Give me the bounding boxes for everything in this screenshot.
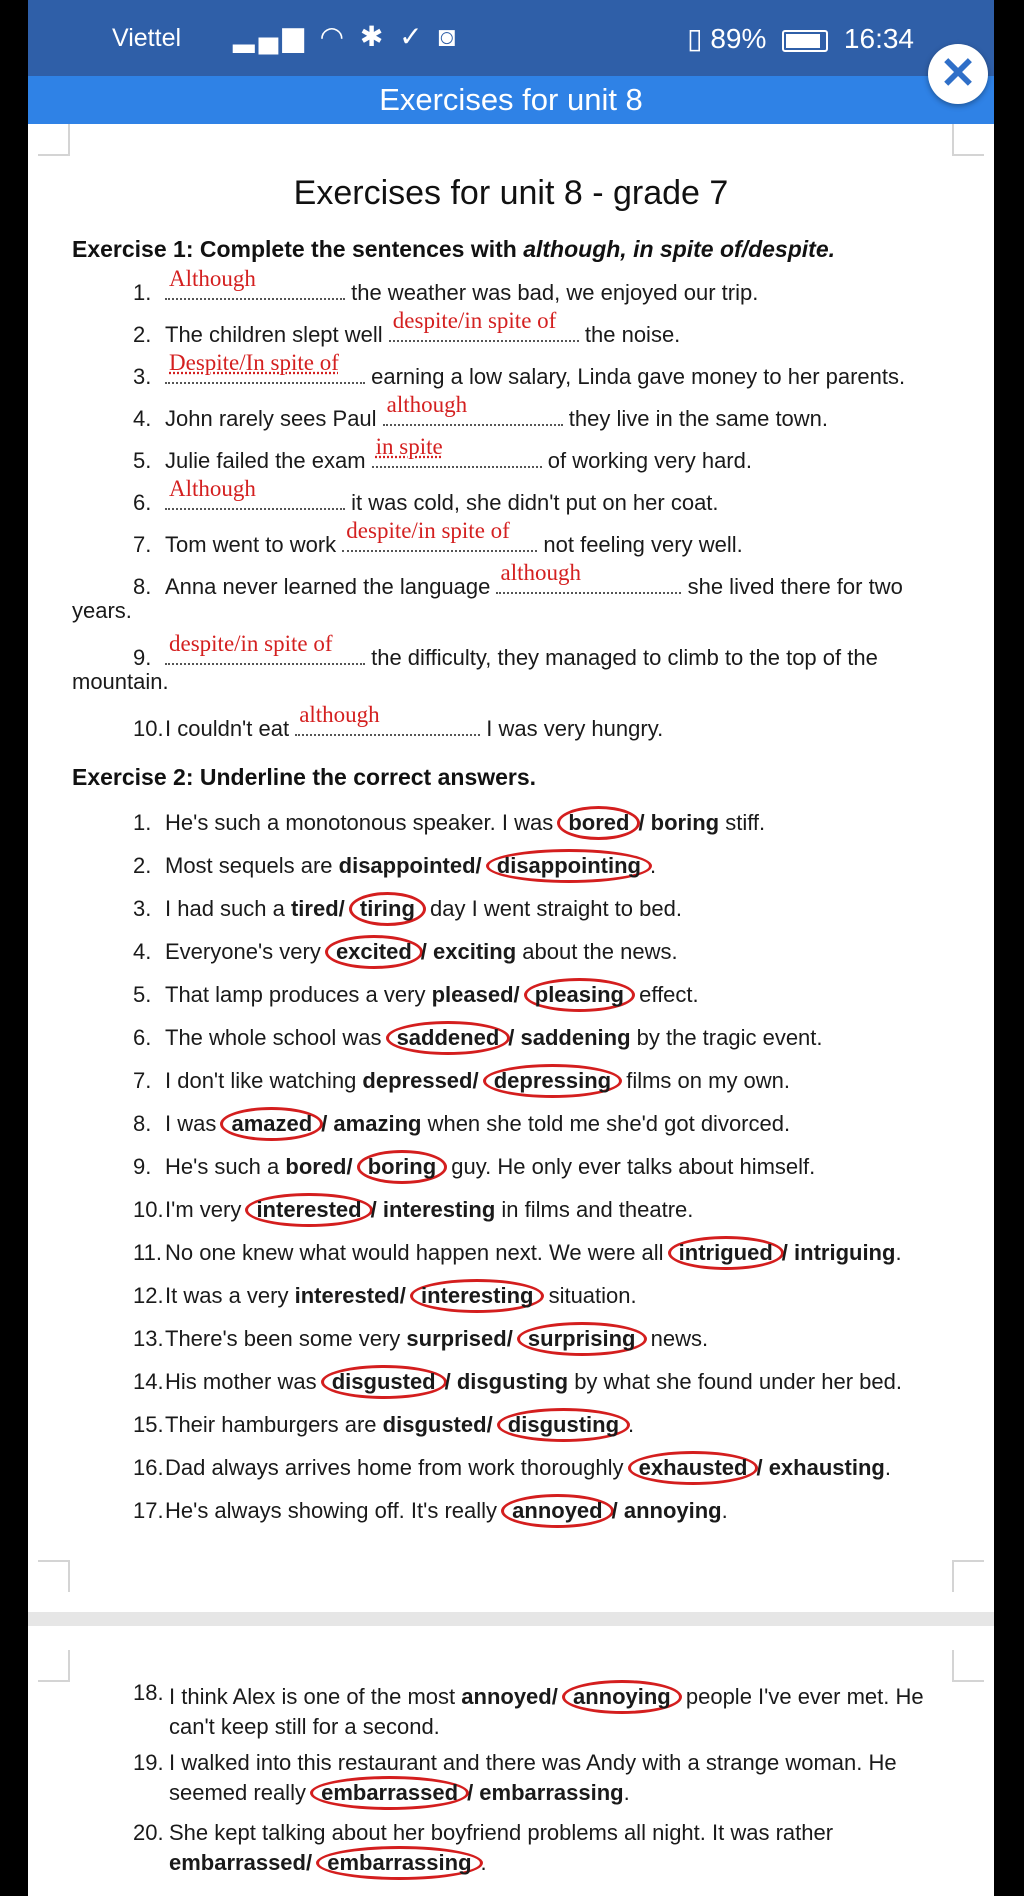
- option-separator: /: [756, 1455, 769, 1480]
- item-text: when she told me she'd got divorced.: [421, 1111, 791, 1136]
- option-a: saddened: [386, 1021, 511, 1055]
- answer-blank: [165, 476, 345, 510]
- exercise-1-item: [72, 702, 954, 742]
- handwritten-answer: although: [500, 560, 581, 585]
- item-text: of working very hard.: [541, 448, 752, 473]
- item-number: 6.: [133, 490, 152, 515]
- item-number: 5.: [133, 982, 152, 1007]
- item-text: effect.: [633, 982, 699, 1007]
- item-text-block: [169, 1820, 954, 1880]
- item-number: 17.: [133, 1498, 164, 1523]
- item-text: John rarely sees Paul: [165, 406, 383, 431]
- item-number: 8.: [133, 574, 152, 599]
- option-separator: /: [420, 939, 433, 964]
- option-a: surprised: [406, 1326, 507, 1351]
- option-a: annoyed: [501, 1494, 613, 1528]
- exercise-2-item: [72, 1064, 954, 1098]
- item-text: Their hamburgers are: [165, 1412, 383, 1437]
- option-b: annoying: [623, 1498, 722, 1523]
- item-number: 3.: [133, 896, 152, 921]
- page-corner-mark: [38, 1560, 70, 1592]
- item-text: by what she found under her bed.: [568, 1369, 902, 1394]
- item-text: I'm very: [165, 1197, 248, 1222]
- exercise-1-item: [72, 631, 954, 671]
- item-number: 8.: [133, 1111, 152, 1136]
- close-button[interactable]: [928, 44, 988, 104]
- option-separator: /: [346, 1154, 359, 1179]
- option-a: disgusted: [321, 1365, 447, 1399]
- exercise-2-item: [72, 1279, 954, 1313]
- option-b: interesting: [382, 1197, 496, 1222]
- item-text: situation.: [542, 1283, 637, 1308]
- page-corner-mark: [38, 124, 70, 156]
- option-separator: /: [486, 1412, 499, 1437]
- answer-blank: [165, 350, 365, 384]
- option-b: saddening: [520, 1025, 631, 1050]
- option-a: bored: [557, 806, 640, 840]
- document-title: Exercises for unit 8 - grade 7: [293, 174, 729, 212]
- option-a: disgusted: [382, 1412, 487, 1437]
- item-number: 13.: [133, 1326, 164, 1351]
- option-a: disappointed: [338, 853, 476, 878]
- option-separator: /: [781, 1240, 795, 1265]
- option-a: embarrassed: [310, 1776, 469, 1810]
- item-text: films on my own.: [620, 1068, 791, 1093]
- exercise-1-item: [72, 392, 954, 432]
- option-b: embarrassing: [316, 1846, 482, 1880]
- option-b: boring: [357, 1150, 447, 1184]
- item-text: by the tragic event.: [630, 1025, 823, 1050]
- item-text: I walked into this restaurant and there was Andy with a strange woman. He seemed really: [169, 1750, 897, 1805]
- option-a: interested: [245, 1193, 372, 1227]
- document-page-1[interactable]: [28, 124, 994, 1612]
- item-text: I had such a: [165, 896, 291, 921]
- item-text: the weather was bad, we enjoyed our trip.: [345, 280, 759, 305]
- page-corner-mark: [952, 1560, 984, 1592]
- page-separator: [28, 1612, 994, 1626]
- option-b: exhausting: [768, 1455, 885, 1480]
- exercise-2-item: [72, 1236, 954, 1270]
- option-separator: /: [444, 1369, 457, 1394]
- exercise-2-item: [72, 1322, 954, 1356]
- item-text: .: [623, 1780, 630, 1805]
- option-b: interesting: [410, 1279, 544, 1313]
- item-number: 4.: [133, 406, 152, 431]
- option-b: disgusting: [456, 1369, 569, 1394]
- item-text: I was very hungry.: [480, 716, 664, 741]
- answer-blank: [342, 518, 537, 552]
- exercise-2-item: [72, 935, 954, 969]
- option-separator: /: [508, 1025, 521, 1050]
- viewer-title: Exercises for unit 8: [379, 82, 643, 117]
- option-separator: /: [551, 1684, 564, 1709]
- item-text: Anna never learned the language: [165, 574, 497, 599]
- option-separator: /: [513, 982, 526, 1007]
- item-continuation: years.: [72, 598, 132, 623]
- item-number: 14.: [133, 1369, 164, 1394]
- item-text: I don't like watching: [165, 1068, 363, 1093]
- option-b: amazing: [333, 1111, 422, 1136]
- item-text: Tom went to work: [165, 532, 343, 557]
- handwritten-answer: Despite/In spite of: [169, 350, 339, 375]
- page-corner-mark: [38, 1650, 70, 1682]
- page-corner-mark: [952, 124, 984, 156]
- item-text: stiff.: [719, 810, 766, 835]
- item-number: 1.: [133, 280, 152, 305]
- viewer-title-bar: [28, 76, 994, 124]
- battery-percent: 89%: [710, 23, 767, 54]
- exercise-1-item: [72, 266, 954, 306]
- item-number: 3.: [133, 364, 152, 389]
- signal-wifi-bluetooth-icons: ▂▄▆ ◠ ✱ ✓ ◙: [233, 21, 460, 52]
- handwritten-answer: in spite: [375, 434, 443, 459]
- option-separator: /: [338, 896, 351, 921]
- option-b: disappointing: [486, 849, 652, 883]
- item-number: 20.: [133, 1820, 164, 1845]
- option-b: pleasing: [524, 978, 635, 1012]
- item-text: His mother was: [165, 1369, 323, 1394]
- option-separator: /: [370, 1197, 383, 1222]
- option-separator: /: [467, 1780, 480, 1805]
- answer-blank: [372, 434, 542, 468]
- item-number: 2.: [133, 853, 152, 878]
- exercise-2-item: [72, 806, 954, 840]
- item-text: people I've ever met. He can't keep still for a second.: [169, 1684, 924, 1739]
- option-separator: /: [475, 853, 488, 878]
- item-text: It was a very: [165, 1283, 295, 1308]
- item-text: the difficulty, they managed to climb to the top of the: [365, 645, 878, 670]
- item-number: 5.: [133, 448, 152, 473]
- exercise-1-item: [72, 560, 954, 600]
- option-separator: /: [611, 1498, 624, 1523]
- item-number: 4.: [133, 939, 152, 964]
- item-text: He's such a: [165, 1154, 286, 1179]
- handwritten-answer: despite/in spite of: [346, 518, 510, 543]
- item-number: 6.: [133, 1025, 152, 1050]
- item-text: she lived there for two: [681, 574, 903, 599]
- option-a: interested: [294, 1283, 400, 1308]
- item-text-block: [169, 1750, 954, 1810]
- item-number: 10.: [133, 716, 164, 741]
- exercise-2-item: [72, 892, 954, 926]
- item-text-block: [169, 1680, 954, 1740]
- answer-blank: [383, 392, 563, 426]
- exercise-1-heading: [72, 236, 835, 263]
- exercise-2-item: [72, 1193, 954, 1227]
- item-text: That lamp produces a very: [165, 982, 432, 1007]
- item-number: 16.: [133, 1455, 164, 1480]
- exercise-2-item: [72, 1494, 954, 1528]
- status-bar: [28, 0, 994, 76]
- item-number: 9.: [133, 1154, 152, 1179]
- option-separator: /: [638, 810, 651, 835]
- option-a: exhausted: [628, 1451, 759, 1485]
- handwritten-answer: although: [299, 702, 380, 727]
- battery-icon: [782, 30, 828, 52]
- item-text: day I went straight to bed.: [423, 896, 682, 921]
- exercise-1-item: [72, 434, 954, 474]
- exercise-2-item: [72, 1021, 954, 1055]
- item-text: the noise.: [578, 322, 681, 347]
- option-a: excited: [325, 935, 423, 969]
- exercise-2-item: [72, 1408, 954, 1442]
- handwritten-answer: Although: [169, 476, 256, 501]
- item-text: He's such a monotonous speaker. I was: [165, 810, 560, 835]
- option-b: exciting: [433, 939, 517, 964]
- exercise-2-item: [133, 1750, 954, 1810]
- item-text: I think Alex is one of the most: [169, 1684, 462, 1709]
- option-a: pleased: [431, 982, 514, 1007]
- item-text: .: [628, 1412, 635, 1437]
- item-text: .: [721, 1498, 728, 1523]
- item-text: No one knew what would happen next. We were all: [165, 1240, 670, 1265]
- exercise-1-heading-text: Exercise 1: Complete the sentences with: [72, 236, 524, 262]
- exercise-1-item: [72, 518, 954, 558]
- answer-blank: [165, 631, 365, 665]
- item-continuation: mountain.: [72, 669, 169, 694]
- option-a: amazed: [220, 1107, 323, 1141]
- item-text: Everyone's very: [165, 939, 327, 964]
- item-number: 18.: [133, 1680, 164, 1705]
- exercise-2-item: [72, 1150, 954, 1184]
- option-b: annoying: [562, 1680, 682, 1714]
- option-a: intrigued: [668, 1236, 784, 1270]
- page-corner-mark: [952, 1650, 984, 1682]
- exercise-1-heading-keywords: although, in spite of/despite.: [523, 236, 835, 262]
- document-page-2[interactable]: [28, 1626, 994, 1896]
- option-b: embarrassing: [479, 1780, 624, 1805]
- exercise-1-item: [72, 308, 954, 348]
- item-text: not feeling very well.: [537, 532, 743, 557]
- answer-blank: [389, 308, 579, 342]
- exercise-2-item: [72, 978, 954, 1012]
- item-number: 7.: [133, 1068, 152, 1093]
- item-text: in films and theatre.: [495, 1197, 694, 1222]
- option-a: annoyed: [461, 1684, 552, 1709]
- item-number: 11.: [133, 1240, 162, 1265]
- item-text: guy. He only ever talks about himself.: [445, 1154, 816, 1179]
- vibrate-icon: ▯: [687, 23, 703, 54]
- exercise-2-item: [72, 1451, 954, 1485]
- option-separator: /: [305, 1850, 319, 1875]
- item-text: He's always showing off. It's really: [165, 1498, 504, 1523]
- item-text: .: [480, 1850, 487, 1875]
- item-text: they live in the same town.: [562, 406, 829, 431]
- item-text: .: [649, 853, 657, 878]
- item-number: 9.: [133, 645, 152, 670]
- item-number: 15.: [133, 1412, 164, 1437]
- option-b: tiring: [349, 892, 426, 926]
- handwritten-answer: Although: [169, 266, 256, 291]
- item-text: There's been some very: [165, 1326, 407, 1351]
- item-number: 10.: [133, 1197, 164, 1222]
- close-icon: ✕: [939, 49, 977, 98]
- option-separator: /: [472, 1068, 485, 1093]
- answer-blank: [295, 702, 480, 736]
- exercise-2-item: [72, 849, 954, 883]
- exercise-2-item: [72, 1365, 954, 1399]
- exercise-1-item: [72, 476, 954, 516]
- exercise-2-item: [133, 1680, 954, 1740]
- option-a: tired: [290, 896, 339, 921]
- item-text: The whole school was: [165, 1025, 388, 1050]
- item-text: Julie failed the exam: [165, 448, 372, 473]
- handwritten-answer: despite/in spite of: [169, 631, 333, 656]
- option-a: embarrassed: [169, 1850, 306, 1875]
- option-b: surprising: [517, 1322, 647, 1356]
- item-number: 2.: [133, 322, 152, 347]
- item-text: The children slept well: [165, 322, 389, 347]
- answer-blank: [496, 560, 681, 594]
- item-number: 1.: [133, 810, 152, 835]
- option-separator: /: [321, 1111, 334, 1136]
- item-text: earning a low salary, Linda gave money to her parents.: [365, 364, 906, 389]
- item-text: I was: [165, 1111, 223, 1136]
- exercise-1-item: [72, 350, 954, 390]
- item-text: about the news.: [516, 939, 678, 964]
- option-a: depressed: [362, 1068, 473, 1093]
- exercise-2-item: [72, 1107, 954, 1141]
- option-separator: /: [506, 1326, 519, 1351]
- exercise-2-heading: Exercise 2: Underline the correct answers.: [72, 764, 537, 790]
- option-b: disgusting: [497, 1408, 630, 1442]
- status-right: [687, 22, 914, 55]
- item-text: She kept talking about her boyfriend problems all night. It was rather: [169, 1820, 834, 1845]
- item-text: it was cold, she didn't put on her coat.: [345, 490, 719, 515]
- answer-blank: [165, 266, 345, 300]
- item-number: 7.: [133, 532, 152, 557]
- item-text: I couldn't eat: [165, 716, 296, 741]
- option-b: depressing: [483, 1064, 622, 1098]
- item-number: 19.: [133, 1750, 164, 1775]
- item-text: news.: [644, 1326, 709, 1351]
- item-text: .: [895, 1240, 902, 1265]
- option-b: intriguing: [794, 1240, 896, 1265]
- carrier-label: Viettel: [112, 24, 182, 52]
- option-separator: /: [399, 1283, 412, 1308]
- handwritten-answer: although: [386, 392, 468, 417]
- exercise-2-item: [133, 1820, 954, 1880]
- option-a: bored: [285, 1154, 347, 1179]
- item-text: Most sequels are: [165, 853, 339, 878]
- item-number: 12.: [133, 1283, 164, 1308]
- item-text: Dad always arrives home from work thoroughly: [165, 1455, 630, 1480]
- item-text: .: [884, 1455, 891, 1480]
- handwritten-answer: despite/in spite of: [392, 308, 557, 333]
- clock: 16:34: [843, 23, 914, 54]
- option-b: boring: [650, 810, 720, 835]
